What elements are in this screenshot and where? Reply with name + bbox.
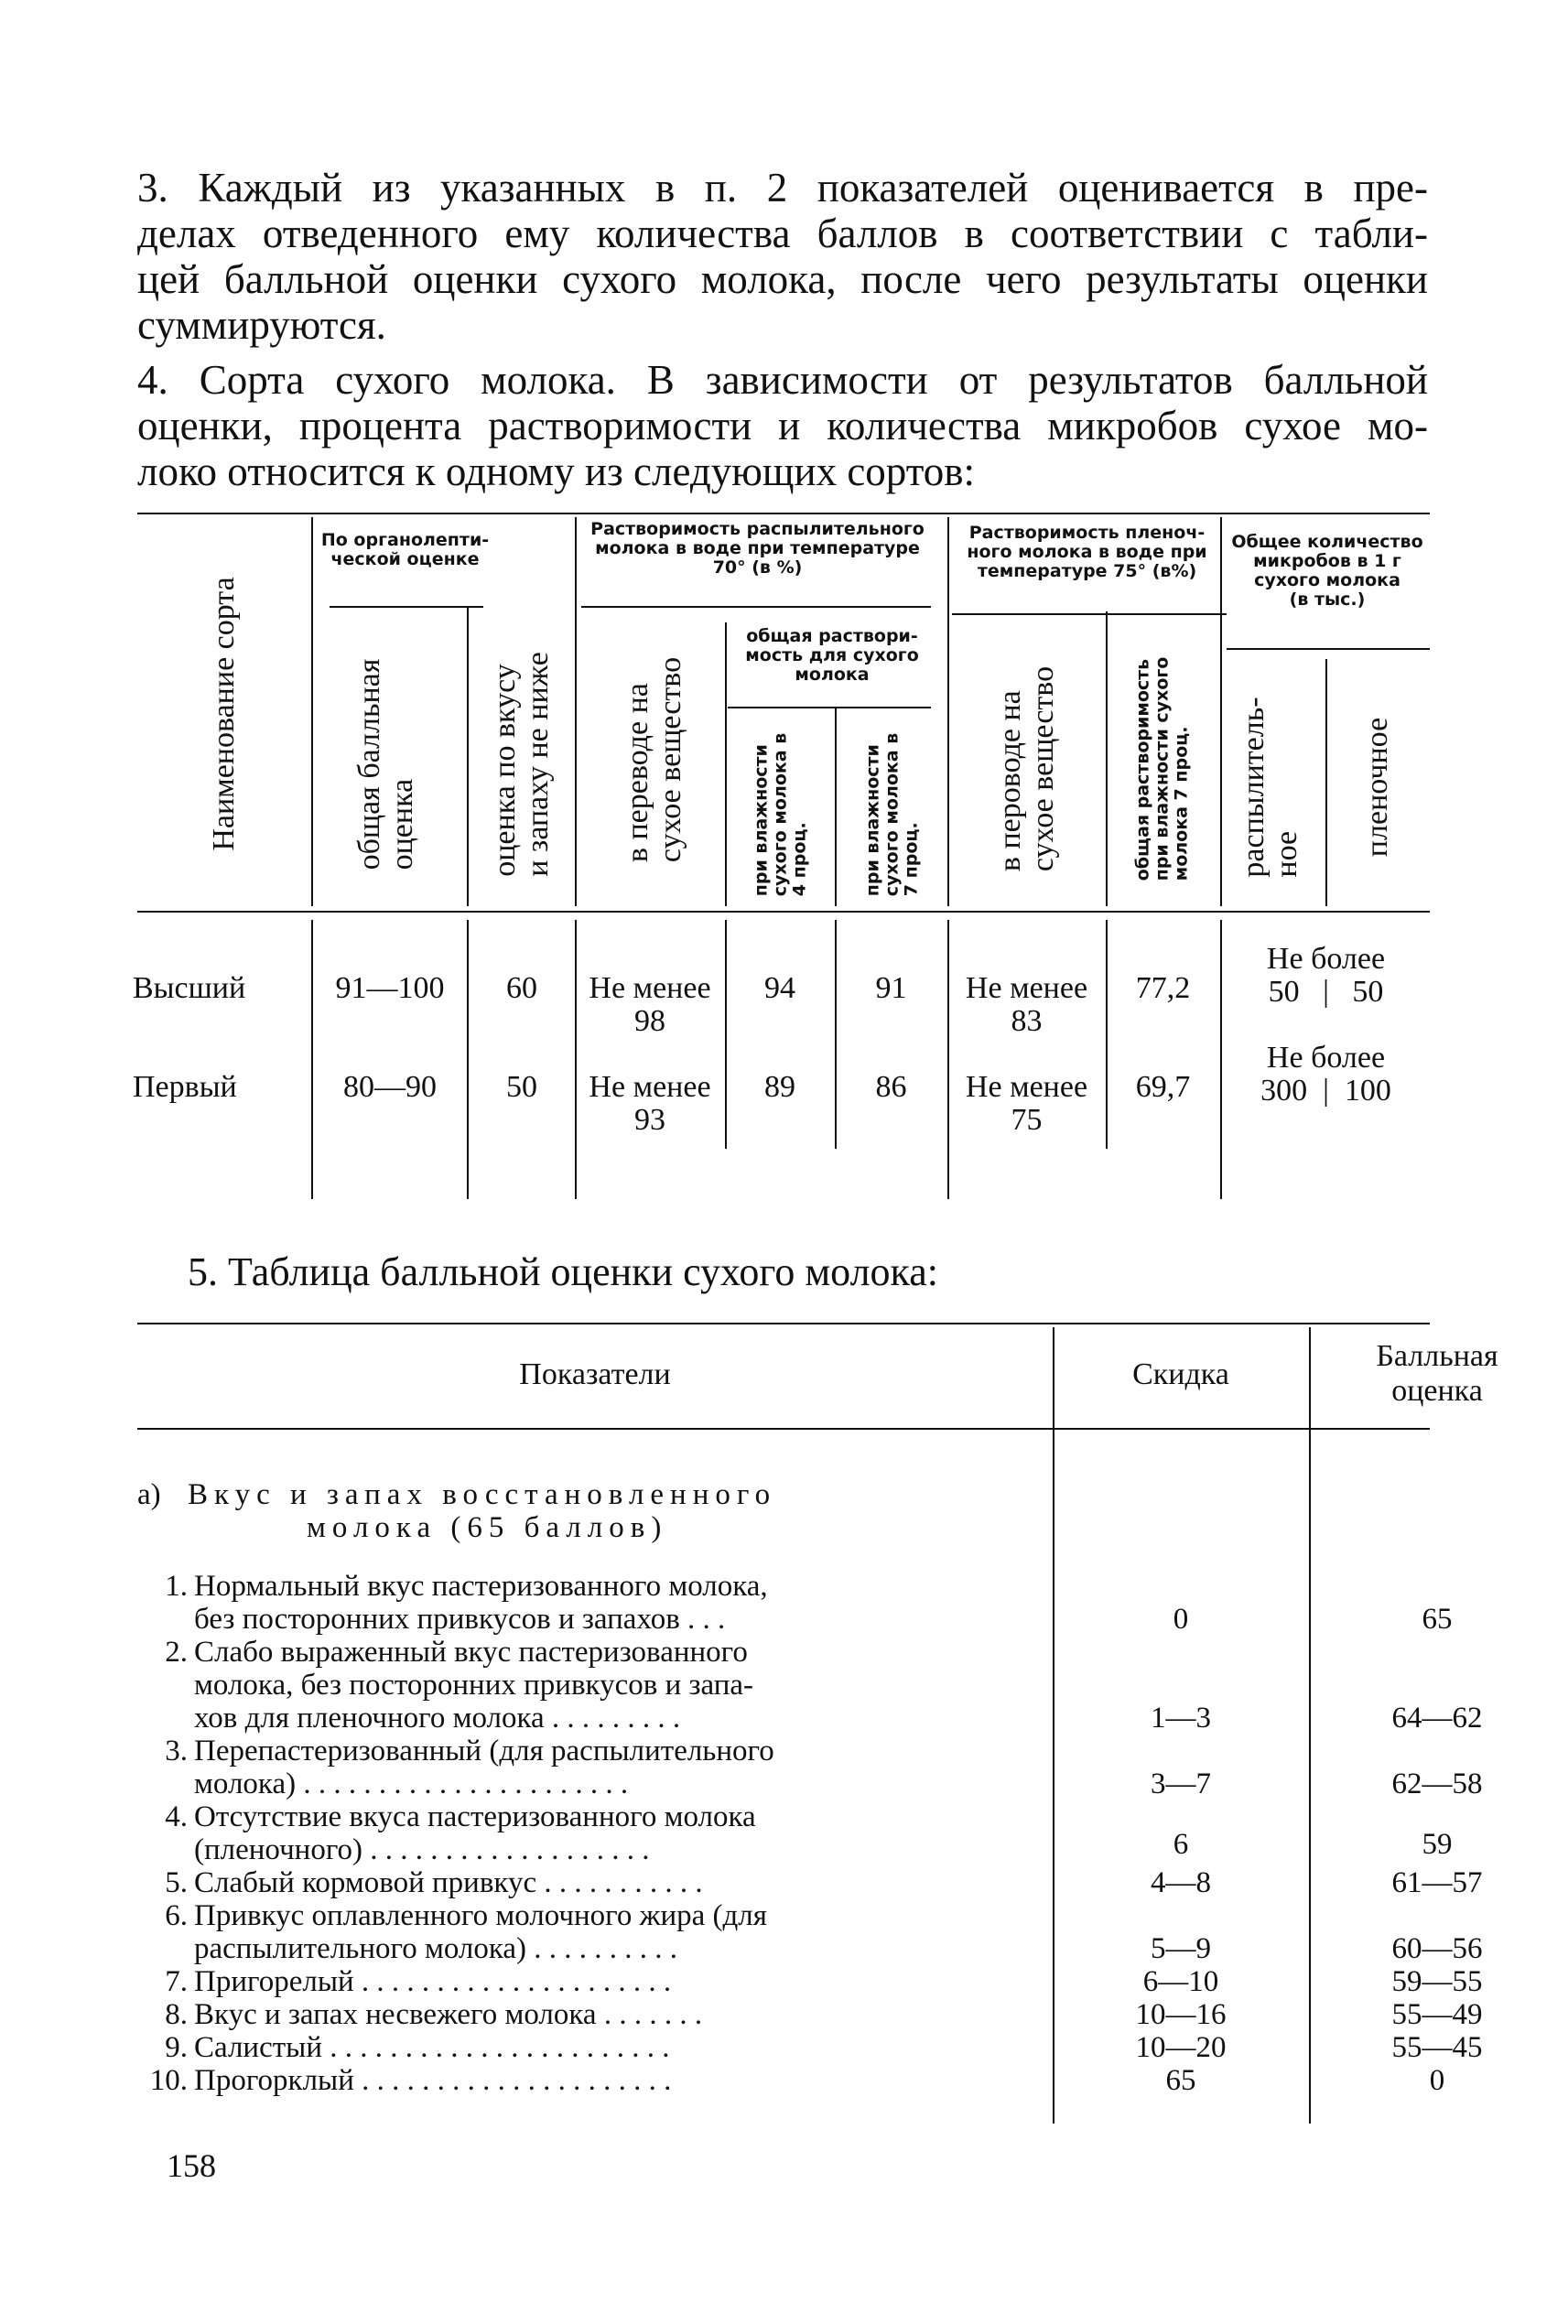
row-discount: 3—7: [1151, 1767, 1211, 1800]
header-total-score: общая балльная оценка: [352, 658, 419, 870]
row-text: [194, 1570, 1047, 1636]
row-text: [194, 1735, 1047, 1800]
header-taste-smell: оценка по вкусу и запаху не ниже: [488, 652, 555, 877]
row-text-line: Привкус оплавленного молочного жира (для: [194, 1899, 767, 1932]
header-total-solubility: общая раствори- мость для сухого молока: [745, 626, 919, 685]
row-text: [194, 2064, 1047, 2097]
moisture4-cell: 94: [764, 971, 795, 1005]
spray-dry-cell: Не менее 93: [589, 1070, 711, 1137]
row-text-line: Салистый . . . . . . . . . . . . . . . . . . . . . . .: [194, 2031, 670, 2064]
film7-cell: 77,2: [1135, 971, 1191, 1005]
header-film-solubility: Растворимость пленоч- ного молока в воде при температуре 75° (в%): [967, 523, 1207, 581]
table-rule: [835, 707, 837, 906]
row-score: 59—55: [1391, 1965, 1483, 1998]
table-rule: [835, 920, 837, 1149]
table-rule: [311, 517, 313, 906]
group-title-line: Вкус и запах восстановленного: [188, 1478, 777, 1511]
table-rule: [725, 920, 727, 1149]
microbes-label-cell: Не более: [1266, 942, 1386, 976]
header-indicators: Показатели: [519, 1357, 671, 1391]
microbes-values-cell: [1222, 1075, 1430, 1108]
table-rule: [330, 606, 483, 608]
taste-score-cell: 50: [506, 1070, 537, 1104]
microbes-film-value: 100: [1344, 1074, 1391, 1108]
header-moisture-4: при влажности сухого молока в 4 проц.: [751, 732, 810, 897]
moisture7-cell: 86: [875, 1070, 907, 1104]
row-number: 8.: [165, 1998, 188, 2031]
row-text: [194, 1636, 1047, 1735]
header-film: пленочное: [1360, 717, 1394, 858]
microbes-film-value: 50: [1352, 975, 1384, 1009]
paragraph-line: суммируются.: [137, 302, 386, 348]
header-spray-dry-basis: в переводе на сухое вещество: [621, 656, 687, 863]
row-text: [194, 1800, 1047, 1866]
row-discount: 6—10: [1142, 1965, 1219, 1998]
header-spray-solubility: Растворимость распылительного молока в воде при температуре 70° (в %): [590, 519, 925, 578]
group-title: [188, 1478, 1041, 1544]
moisture4-cell: 89: [764, 1070, 795, 1104]
header-grade-name: Наименование сорта: [207, 577, 241, 851]
row-text-line: хов для пленочного молока . . . . . . . . .: [194, 1702, 681, 1735]
total-score-cell: 91—100: [335, 971, 445, 1005]
table-rule: [1325, 659, 1327, 906]
row-text: [194, 1866, 1047, 1899]
table-rule: [575, 920, 577, 1199]
row-score: 0: [1429, 2064, 1445, 2097]
page-number: 158: [167, 2147, 216, 2184]
microbes-values-cell: [1222, 976, 1430, 1009]
microbes-spray-value: 300: [1260, 1074, 1308, 1108]
header-organoleptic: По органолепти- ческой оценке: [320, 530, 490, 569]
table-rule: [311, 920, 313, 1199]
row-score: 61—57: [1391, 1866, 1483, 1899]
table-rule: [1227, 648, 1430, 650]
grade-name-cell: Первый: [133, 1070, 237, 1104]
paragraph-line: 4. Сорта сухого молока. В зависимости от результатов балльной: [137, 357, 1428, 403]
row-discount: 1—3: [1151, 1702, 1211, 1735]
row-discount: 4—8: [1151, 1866, 1211, 1899]
microbes-separator: |: [1323, 975, 1329, 1009]
paragraph-line: локо относится к одному из следующих сортов:: [137, 449, 976, 494]
paragraph-3: [137, 165, 1428, 348]
row-text: [194, 1998, 1047, 2031]
row-discount: 6: [1173, 1828, 1189, 1861]
table-rule: [1106, 920, 1108, 1149]
paragraph-line: оценки, процента растворимости и количества микробов сухое мо-: [137, 403, 1428, 449]
row-number: 1.: [165, 1570, 188, 1603]
header-microbes: Общее количество микробов в 1 г сухого молока (в тыс.): [1231, 532, 1423, 610]
row-text: [194, 1965, 1047, 1998]
table-rule: [947, 517, 949, 906]
header-spray: распылитель- ное: [1237, 697, 1303, 878]
header-discount: Скидка: [1132, 1357, 1229, 1391]
table-rule: [952, 613, 1227, 615]
table-rule: [467, 606, 469, 906]
row-text-line: (пленочного) . . . . . . . . . . . . . . . . . . .: [194, 1833, 650, 1866]
row-number: 3.: [165, 1735, 188, 1767]
paragraph-4: [137, 357, 1428, 494]
row-text-line: распылительного молока) . . . . . . . . . .: [194, 1932, 678, 1965]
grade-name-cell: Высший: [133, 971, 246, 1005]
table-rule: [137, 911, 1430, 913]
row-text-line: молока) . . . . . . . . . . . . . . . . . . . . . .: [194, 1767, 629, 1800]
header-score: Балльная оценка: [1376, 1339, 1498, 1408]
score-table: [137, 1323, 1498, 2128]
film-dry-cell: Не менее 83: [965, 971, 1088, 1038]
row-text-line: Нормальный вкус пастеризованного молока,: [194, 1570, 768, 1603]
row-text-line: Отсутствие вкуса пастеризованного молока: [194, 1800, 756, 1833]
paragraph-line: 3. Каждый из указанных в п. 2 показателей оценивается в пре-: [137, 165, 1428, 211]
row-text-line: Слабый кормовой привкус . . . . . . . . . . .: [194, 1866, 703, 1899]
microbes-separator: |: [1323, 1074, 1329, 1108]
header-film-dry-basis: в пероводе на сухое вещество: [993, 665, 1060, 872]
row-text-line: Прогорклый . . . . . . . . . . . . . . . . . . . . .: [194, 2064, 672, 2097]
row-discount: 10—16: [1135, 1998, 1227, 2031]
row-number: 9.: [165, 2031, 188, 2064]
row-text-line: без посторонних привкусов и запахов . . .: [194, 1603, 726, 1636]
microbes-label-cell: Не более: [1266, 1041, 1386, 1075]
table-rule: [725, 622, 727, 906]
row-text-line: Перепастеризованный (для распылительного: [194, 1735, 774, 1767]
table-rule: [137, 1323, 1430, 1324]
film7-cell: 69,7: [1135, 1070, 1191, 1104]
row-number: 6.: [165, 1899, 188, 1932]
moisture7-cell: 91: [875, 971, 907, 1005]
table-rule: [575, 517, 577, 906]
row-number: 10.: [149, 2064, 188, 2097]
row-score: 62—58: [1391, 1767, 1483, 1800]
table-rule: [581, 606, 931, 608]
row-discount: 0: [1173, 1603, 1189, 1636]
row-discount: 10—20: [1135, 2031, 1227, 2064]
row-text-line: Пригорелый . . . . . . . . . . . . . . . . . . . . .: [194, 1965, 672, 1998]
taste-score-cell: 60: [506, 971, 537, 1005]
group-label: а): [137, 1478, 161, 1511]
row-text-line: молока, без посторонних привкусов и запа-: [194, 1669, 754, 1702]
table-rule: [137, 513, 1430, 514]
row-number: 2.: [165, 1636, 188, 1669]
total-score-cell: 80—90: [343, 1070, 437, 1104]
row-number: 5.: [165, 1866, 188, 1899]
paragraph-line: делах отведенного ему количества баллов в соответствии с табли-: [137, 211, 1428, 256]
grades-table: [133, 513, 1430, 1208]
microbes-spray-value: 50: [1268, 975, 1300, 1009]
row-text: [194, 2031, 1047, 2064]
row-score: 55—49: [1391, 1998, 1483, 2031]
header-film-total-7: общая растворимость при влажности сухого молока 7 проц.: [1132, 656, 1192, 881]
header-moisture-7: при влажности сухого молока в 7 проц.: [862, 732, 922, 897]
row-score: 55—45: [1391, 2031, 1483, 2064]
spray-dry-cell: Не менее 98: [589, 971, 711, 1038]
film-dry-cell: Не менее 75: [965, 1070, 1088, 1137]
row-text-line: Вкус и запах несвежего молока . . . . . . .: [194, 1998, 703, 2031]
table-rule: [947, 920, 949, 1199]
row-number: 7.: [165, 1965, 188, 1998]
row-text-line: Слабо выраженный вкус пастеризованного: [194, 1636, 748, 1669]
section-5-title: 5. Таблица балльной оценки сухого молока:: [188, 1249, 939, 1294]
row-discount: 5—9: [1151, 1932, 1211, 1965]
row-score: 64—62: [1391, 1702, 1483, 1735]
table-rule: [137, 1428, 1430, 1430]
row-score: 60—56: [1391, 1932, 1483, 1965]
table-rule: [1106, 611, 1108, 906]
row-score: 65: [1422, 1603, 1453, 1636]
table-rule: [467, 920, 469, 1199]
group-title-line: молока (65 баллов): [307, 1511, 668, 1544]
paragraph-line: цей балльной оценки сухого молока, после чего результаты оценки: [137, 256, 1428, 302]
row-discount: 65: [1165, 2064, 1196, 2097]
row-text: [194, 1899, 1047, 1965]
row-score: 59: [1422, 1828, 1453, 1861]
row-number: 4.: [165, 1800, 188, 1833]
table-rule: [728, 707, 931, 708]
